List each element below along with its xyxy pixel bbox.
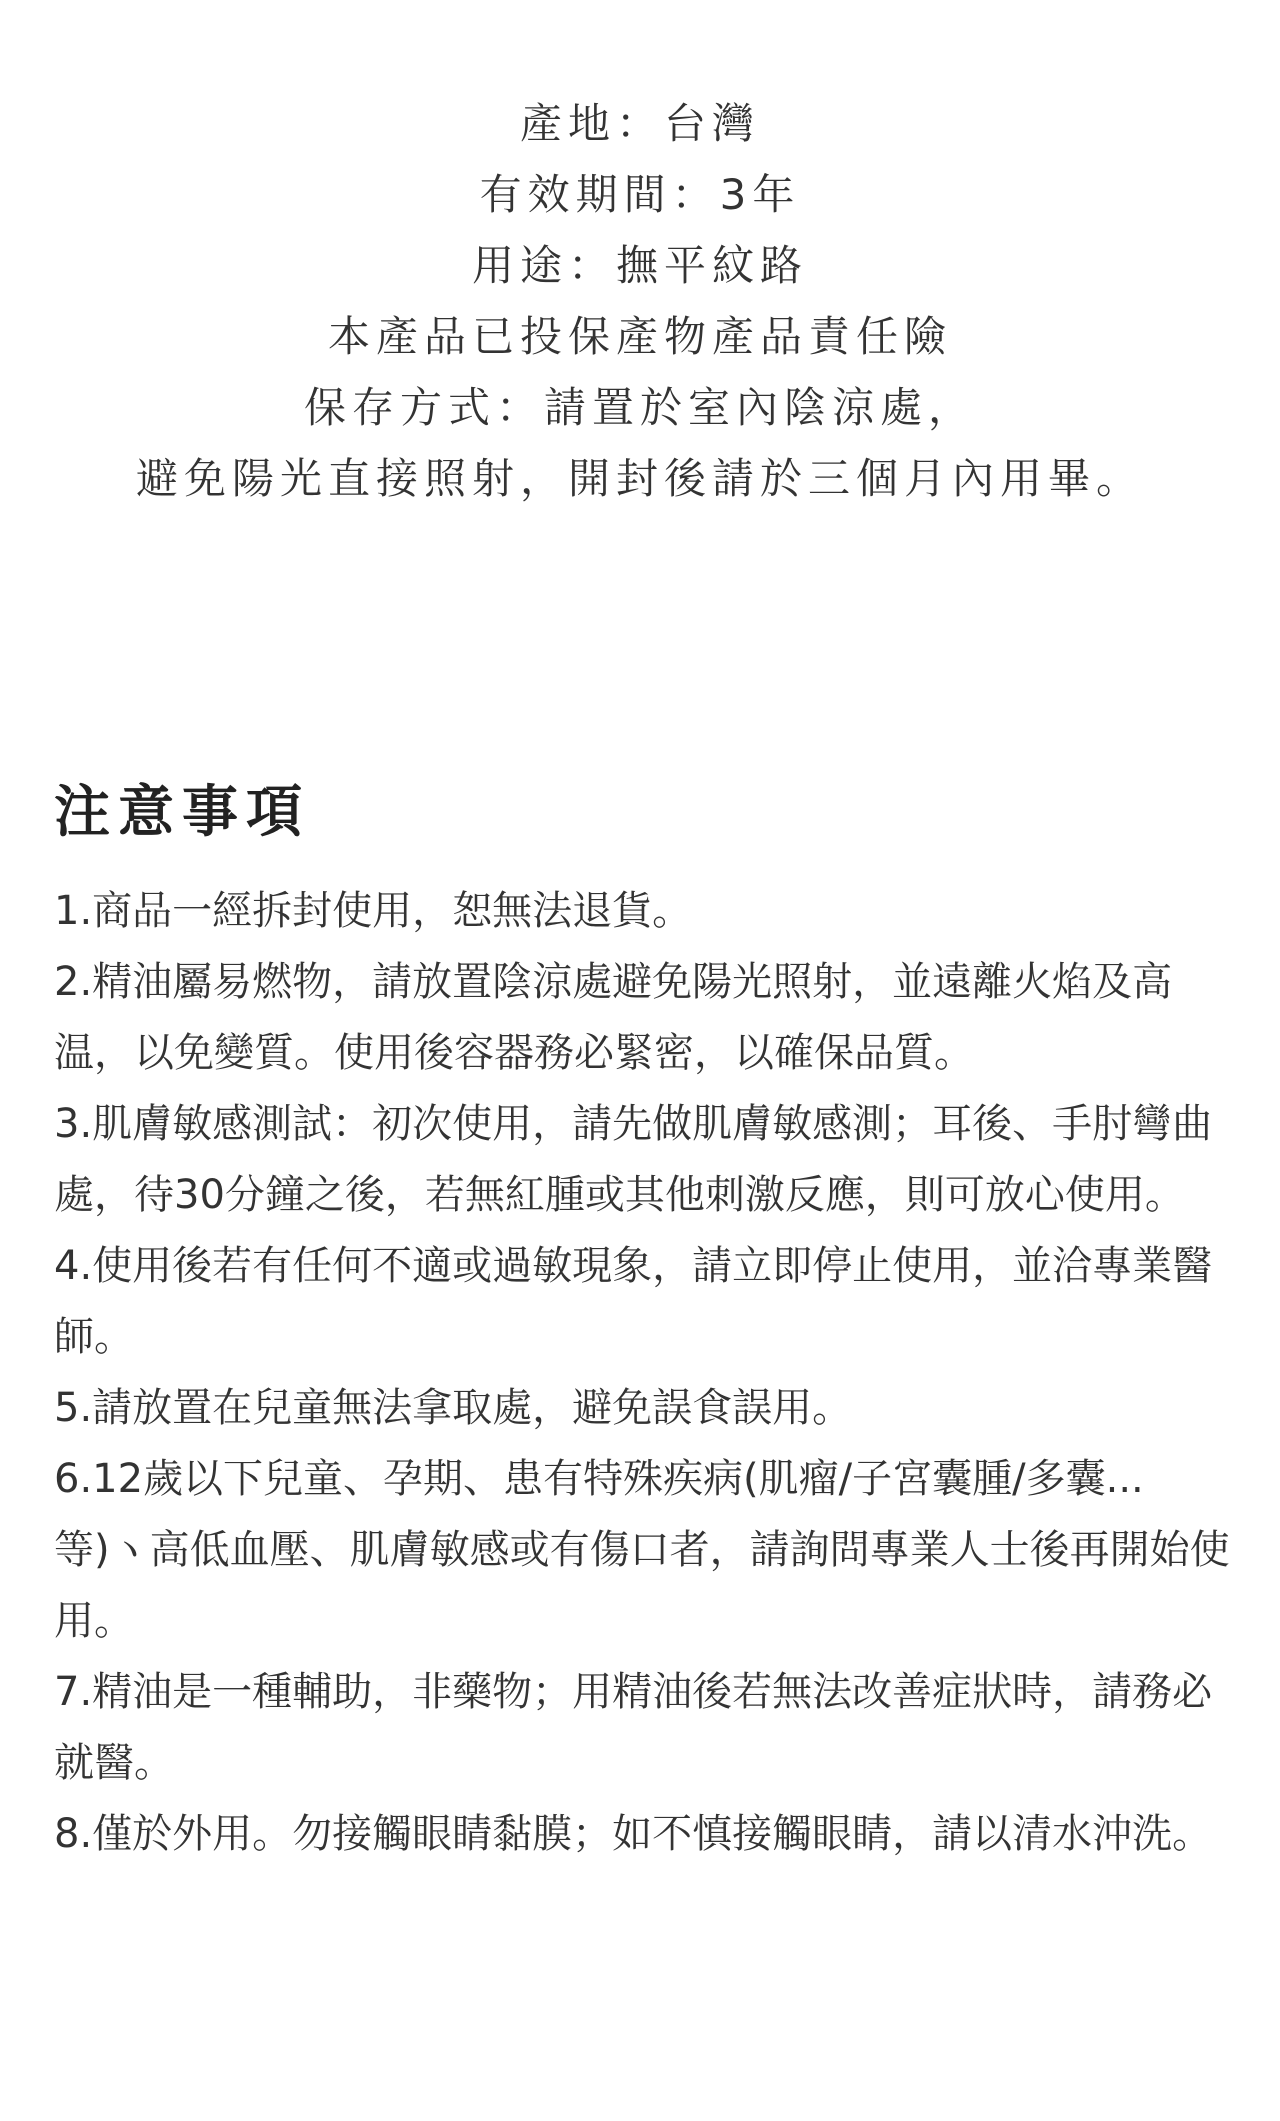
notice-list: [54, 876, 1234, 1870]
spec-usage: 用途：撫平紋路: [471, 241, 808, 290]
spec-storage-line-2: 避免陽光直接照射，開封後請於三個月內用畢。: [135, 454, 1144, 503]
notice-item-7: 7.精油是一種輔助，非藥物；用精油後若無法改善症狀時，請務必就醫。: [54, 1669, 1213, 1786]
spec-storage-line-1: 保存方式：請置於室內陰涼處，: [303, 383, 976, 432]
notice-title: 注意事項: [54, 780, 310, 845]
notice-section: [54, 778, 1234, 1870]
notice-item-3: 3.肌膚敏感測試：初次使用，請先做肌膚敏感測；耳後、手肘彎曲處，待30分鐘之後，若無紅腫或其他刺激反應，則可放心使用。: [54, 1101, 1213, 1218]
notice-item-6: 6.12歲以下兒童、孕期、患有特殊疾病(肌瘤/子宮囊腫/多囊...等)ヽ高低血壓、肌膚敏感或有傷口者，請詢問專業人士後再開始使用。: [54, 1456, 1230, 1644]
notice-item-5: 5.請放置在兒童無法拿取處，避免誤食誤用。: [54, 1385, 853, 1431]
notice-item-4: 4.使用後若有任何不適或過敏現象，請立即停止使用，並洽專業醫師。: [54, 1243, 1213, 1360]
notice-item-1: 1.商品一經拆封使用，恕無法退貨。: [54, 888, 693, 934]
spec-insurance: 本產品已投保產物產品責任險: [327, 312, 952, 361]
notice-item-8: 8.僅於外用。勿接觸眼睛黏膜；如不慎接觸眼睛，請以清水沖洗。: [54, 1811, 1213, 1857]
spec-origin: 產地：台灣: [519, 99, 760, 148]
notice-item-2: 2.精油屬易燃物，請放置陰涼處避免陽光照射，並遠離火焰及高温，以免變質。使用後容器務必緊密，以確保品質。: [54, 959, 1173, 1076]
product-spec-block: [0, 88, 1280, 514]
spec-validity: 有效期間：3年: [479, 170, 801, 219]
